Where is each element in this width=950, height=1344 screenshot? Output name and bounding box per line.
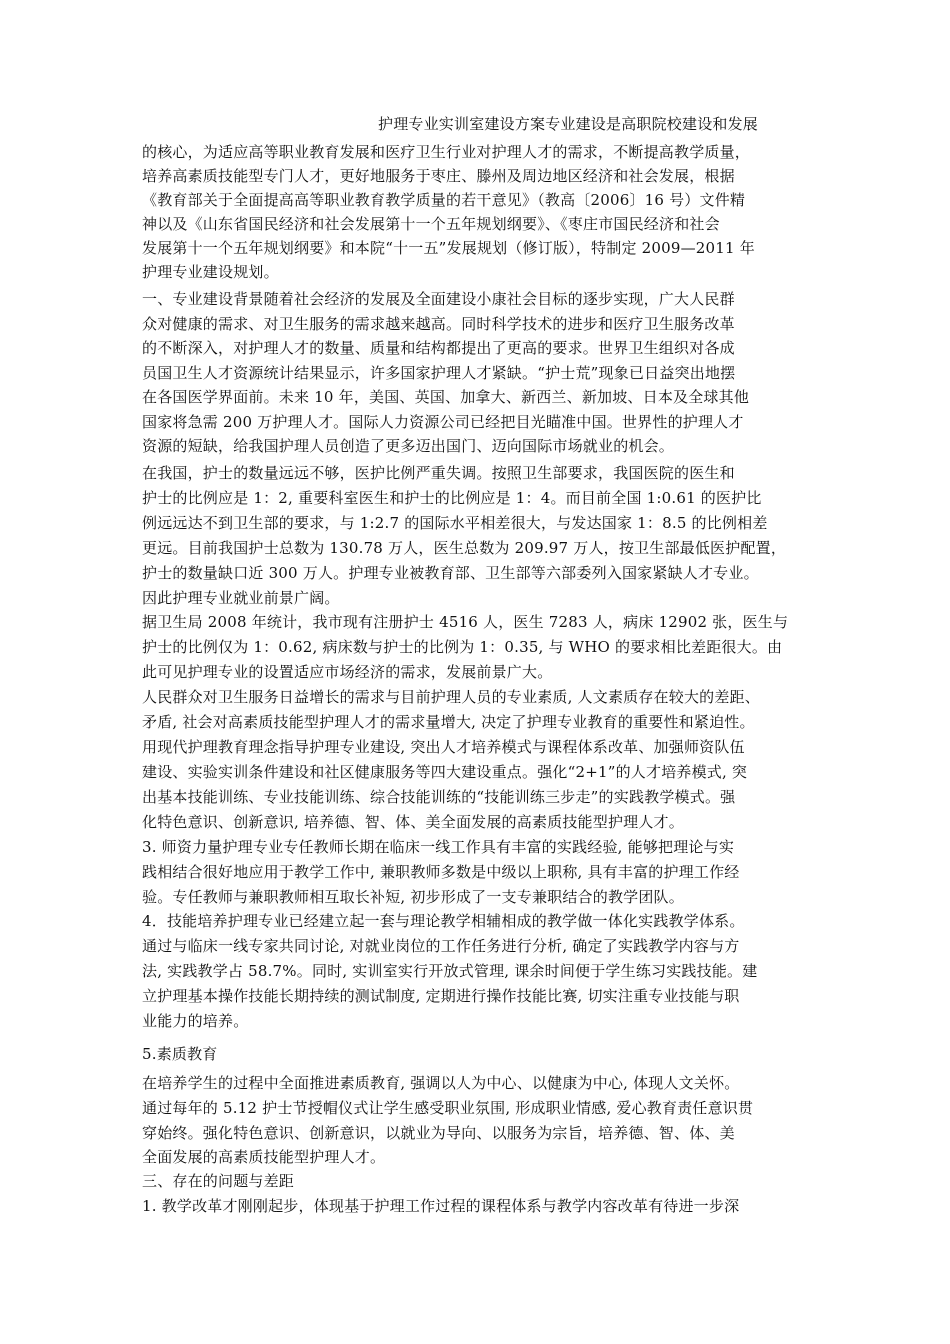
body-text-line: 化特色意识、创新意识, 培养德、智、体、美全面发展的高素质技能型护理人才。 (142, 813, 684, 831)
section-heading-line: 三、存在的问题与差距 (142, 1172, 295, 1190)
body-text-line: 发展第十一个五年规划纲要》和本院“十一五”发展规划（修订版），特制定 2009—2011 年 (142, 239, 755, 257)
body-text-line: 护理专业建设规划。 (142, 263, 279, 281)
body-text-line: 人民群众对卫生服务日益增长的需求与目前护理人员的专业素质, 人文素质存在较大的差距、 (142, 688, 760, 706)
body-text-line: 出基本技能训练、专业技能训练、综合技能训练的“技能训练三步走”的实践教学模式。强 (142, 788, 736, 806)
body-text-line: 在培养学生的过程中全面推进素质教育, 强调以人为中心、以健康为中心, 体现人文关怀。 (142, 1074, 740, 1092)
body-text-line: 1. 教学改革才刚刚起步，体现基于护理工作过程的课程体系与教学内容改革有待进一步深 (142, 1197, 740, 1215)
body-text-line: 用现代护理教育理念指导护理专业建设, 突出人才培养模式与课程体系改革、加强师资队伍 (142, 738, 745, 756)
body-text-line: 护士的数量缺口近 300 万人。护理专业被教育部、卫生部等六部委列入国家紧缺人才专业。 (142, 564, 759, 582)
body-text-line: 神以及《山东省国民经济和社会发展第十一个五年规划纲要》、《枣庄市国民经济和社会 (142, 215, 720, 233)
body-text-line: 立护理基本操作技能长期持续的测试制度, 定期进行操作技能比赛, 切实注重专业技能与职 (142, 987, 740, 1005)
body-text-line: 践相结合很好地应用于教学工作中, 兼职教师多数是中级以上职称, 具有丰富的护理工作经 (142, 863, 740, 881)
body-text-line: 矛盾, 社会对高素质技能型护理人才的需求量增大, 决定了护理专业教育的重要性和紧迫性。 (142, 713, 755, 731)
body-text-line: 的核心，为适应高等职业教育发展和医疗卫生行业对护理人才的需求，不断提高教学质量， (142, 143, 751, 161)
body-text-line: 通过与临床一线专家共同讨论, 对就业岗位的工作任务进行分析, 确定了实践教学内容与方 (142, 937, 740, 955)
body-text-line: 护士的比例应是 1：2, 重要科室医生和护士的比例应是 1：4。而目前全国 1:0.61 的医护比 (142, 489, 762, 507)
body-text-line: 的不断深入，对护理人才的数量、质量和结构都提出了更高的要求。世界卫生组织对各成 (142, 339, 735, 357)
body-text-line: 验。专任教师与兼职教师相互取长补短, 初步形成了一支专兼职结合的教学团队。 (142, 888, 684, 906)
body-text-line: 法, 实践教学占 58.7%。同时, 实训室实行开放式管理, 课余时间便于学生练习实践技能。建 (142, 962, 758, 980)
body-text-line: 众对健康的需求、对卫生服务的需求越来越高。同时科学技术的进步和医疗卫生服务改革 (142, 315, 735, 333)
body-text-line: 此可见护理专业的设置适应市场经济的需求，发展前景广大。 (142, 663, 553, 681)
body-text-line: 建设、实验实训条件建设和社区健康服务等四大建设重点。强化“2+1”的人才培养模式, 突 (142, 763, 748, 781)
document-title-line: 护理专业实训室建设方案专业建设是高职院校建设和发展 (378, 115, 759, 133)
body-text-line: 员国卫生人才资源统计结果显示，许多国家护理人才紧缺。“护士荒”现象已日益突出地摆 (142, 364, 736, 382)
body-text-line: 全面发展的高素质技能型护理人才。 (142, 1148, 386, 1166)
body-text-line: 穿始终。强化特色意识、创新意识，以就业为导向、以服务为宗旨，培养德、智、体、美 (142, 1124, 735, 1142)
body-text-line: 据卫生局 2008 年统计，我市现有注册护士 4516 人，医生 7283 人，病床 12902 张，医生与 (142, 613, 789, 631)
body-text-line: 护士的比例仅为 1：0.62, 病床数与护士的比例为 1：0.35, 与 WHO 的要求相比差距很大。由 (142, 638, 783, 656)
body-text-line: 4．技能培养护理专业已经建立起一套与理论教学相辅相成的教学做一体化实践教学体系。 (142, 912, 745, 930)
body-text-line: 在各国医学界面前。未来 10 年，美国、英国、加拿大、新西兰、新加坡、日本及全球其他 (142, 388, 750, 406)
body-text-line: 通过每年的 5.12 护士节授帽仪式让学生感受职业氛围, 形成职业情感, 爱心教育责任意识贯 (142, 1099, 754, 1117)
body-text-line: 国家将急需 200 万护理人才。国际人力资源公司已经把目光瞄准中国。世界性的护理人才 (142, 413, 744, 431)
body-text-line: 《教育部关于全面提高高等职业教育教学质量的若干意见》（教高〔2006〕16 号）文件精 (142, 191, 746, 209)
body-text-line: 业能力的培养。 (142, 1012, 249, 1030)
body-text-line: 更远。目前我国护士总数为 130.78 万人，医生总数为 209.97 万人，按卫生部最低医护配置， (142, 539, 787, 557)
body-text-line: 在我国，护士的数量远远不够，医护比例严重失调。按照卫生部要求，我国医院的医生和 (142, 464, 735, 482)
body-text-line: 因此护理专业就业前景广阔。 (142, 589, 340, 607)
body-text-line: 3. 师资力量护理专业专任教师长期在临床一线工作具有丰富的实践经验, 能够把理论与实 (142, 838, 735, 856)
section-heading-line: 一、专业建设背景随着社会经济的发展及全面建设小康社会目标的逐步实现，广大人民群 (142, 290, 735, 308)
body-text-line: 培养高素质技能型专门人才，更好地服务于枣庄、滕州及周边地区经济和社会发展，根据 (142, 167, 735, 185)
subsection-heading-line: 5.素质教育 (142, 1045, 218, 1063)
body-text-line: 例远远达不到卫生部的要求，与 1:2.7 的国际水平相差很大，与发达国家 1：8.5 的比例相差 (142, 514, 768, 532)
body-text-line: 资源的短缺，给我国护理人员创造了更多迈出国门、迈向国际市场就业的机会。 (142, 437, 675, 455)
